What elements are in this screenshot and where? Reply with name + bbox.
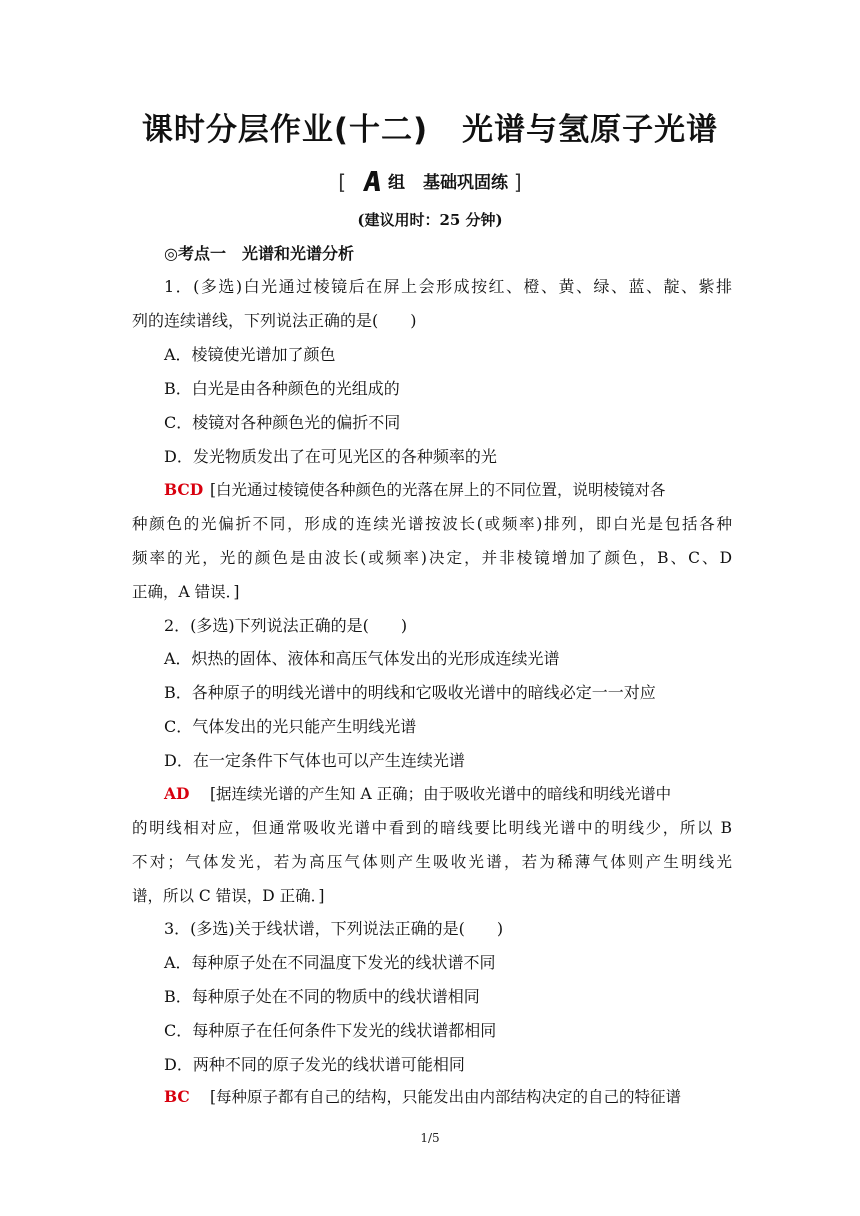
q1-stem-line2: 列的连续谱线，下列说法正确的是( ) <box>132 311 417 330</box>
group-bracket-close: ] <box>513 170 522 194</box>
q2-explanation-line2: 的明线相对应，但通常吸收光谱中看到的暗线要比明线光谱中的明线少，所以 B <box>132 819 732 837</box>
q1-option-d: D．发光物质发出了在可见光区的各种频率的光 <box>164 447 497 466</box>
q1-option-a: A．棱镜使光谱加了颜色 <box>164 345 336 364</box>
group-bracket-open: [ <box>338 170 347 194</box>
q3-explanation-line1 <box>164 1087 732 1107</box>
q1-answer: BCD <box>164 480 204 499</box>
q2-option-b: B．各种原子的明线光谱中的明线和它吸收光谱中的暗线必定一一对应 <box>164 683 656 702</box>
page-number: 1/5 <box>420 1131 440 1145</box>
q1-option-c: C．棱镜对各种颜色光的偏折不同 <box>164 413 401 432</box>
group-heading <box>0 168 860 194</box>
q3-option-c: C．每种原子在任何条件下发光的线状谱都相同 <box>164 1021 497 1040</box>
q2-stem-line1: 2．(多选)下列说法正确的是( ) <box>164 616 408 635</box>
q1-explanation-line1 <box>164 480 732 500</box>
q1-stem-line1: 1．(多选)白光通过棱镜后在屏上会形成按红、橙、黄、绿、蓝、靛、紫排 <box>164 277 732 296</box>
section-heading: ◎考点一 光谱和光谱分析 <box>164 244 354 263</box>
q2-explanation-line3: 不对；气体发光，若为高压气体则产生吸收光谱，若为稀薄气体则产生明线光 <box>132 853 732 871</box>
q1-explanation-line4: 正确，A 错误．] <box>132 583 240 601</box>
q2-option-d: D．在一定条件下气体也可以产生连续光谱 <box>164 751 465 770</box>
q3-option-b: B．每种原子处在不同的物质中的线状谱相同 <box>164 987 480 1006</box>
q2-option-c: C．气体发出的光只能产生明线光谱 <box>164 717 417 736</box>
q2-answer: AD <box>164 784 190 803</box>
q1-explanation-line3: 频率的光，光的颜色是由波长(或频率)决定，并非棱镜增加了颜色，B、C、D <box>132 549 732 567</box>
q3-option-a: A．每种原子处在不同温度下发光的线状谱不同 <box>164 953 496 972</box>
q2-expl-text1: [据连续光谱的产生知 A 正确；由于吸收光谱中的暗线和明线光谱中 <box>210 785 672 803</box>
q2-option-a: A．炽热的固体、液体和高压气体发出的光形成连续光谱 <box>164 649 560 668</box>
suggested-time: (建议用时：25 分钟) <box>357 211 503 229</box>
title-part1: 课时分层作业(十二) <box>141 112 429 148</box>
title-part2: 光谱与氢原子光谱 <box>462 112 719 148</box>
group-a-logo-icon <box>360 170 384 192</box>
group-name: 基础巩固练 <box>423 173 508 193</box>
page-title <box>0 104 860 149</box>
group-label: 组 <box>388 173 405 193</box>
q2-explanation-line1 <box>164 784 732 804</box>
q2-explanation-line4: 谱，所以 C 错误，D 正确．] <box>132 887 325 905</box>
q1-expl-text1: [白光通过棱镜使各种颜色的光落在屏上的不同位置，说明棱镜对各 <box>210 481 666 499</box>
q3-answer: BC <box>164 1087 190 1106</box>
q3-option-d: D．两种不同的原子发光的线状谱可能相同 <box>164 1055 465 1074</box>
q1-explanation-line2: 种颜色的光偏折不同，形成的连续光谱按波长(或频率)排列，即白光是包括各种 <box>132 515 732 533</box>
q1-option-b: B．白光是由各种颜色的光组成的 <box>164 379 400 398</box>
q3-expl-text1: [每种原子都有自己的结构，只能发出由内部结构决定的自己的特征谱 <box>210 1088 682 1106</box>
q3-stem-line1: 3．(多选)关于线状谱，下列说法正确的是( ) <box>164 919 504 938</box>
